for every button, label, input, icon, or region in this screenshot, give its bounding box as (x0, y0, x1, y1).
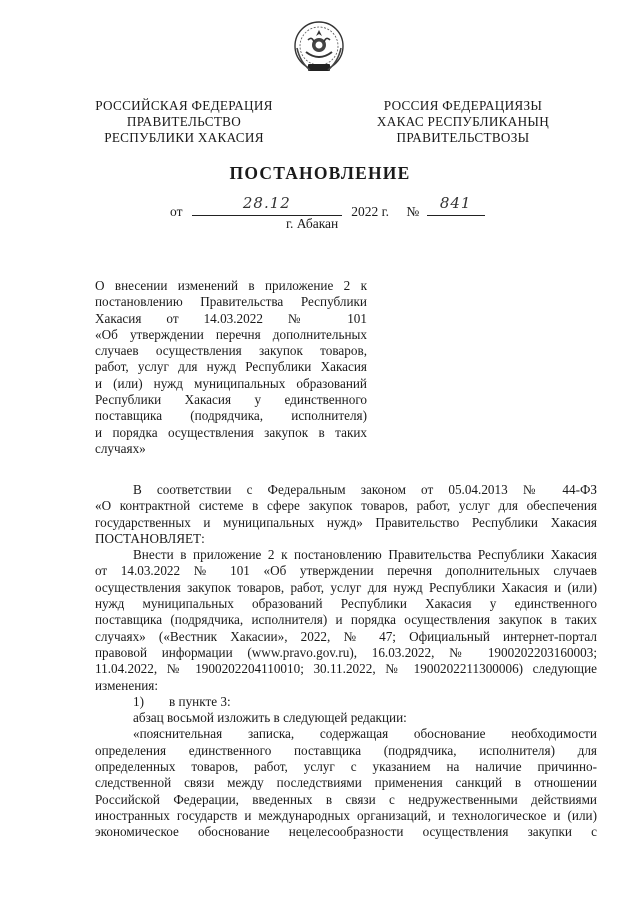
handwritten-number: 841 (439, 194, 472, 212)
paragraph-line: случаях» («Вестник Хакасии», 2022, № 47; Официальный интернет-портал (95, 628, 597, 644)
header-right-line: РОССИЯ ФЕДЕРАЦИЯЗЫ (383, 98, 543, 113)
quote-line: «пояснительная записка, содержащая обоснование необходимости (133, 726, 597, 742)
subject-line: работ, услуг для нужд Республики Хакасия (95, 359, 367, 375)
header-right-line: ХАКАС РЕСПУБЛИКАНЫҢ (376, 114, 550, 129)
list-item (95, 694, 597, 710)
document-title: ПОСТАНОВЛЕНИЕ (229, 163, 411, 183)
paragraph-line: правовой информации (www.pravo.gov.ru), 16.03.2022, № 1900202203160003; (95, 644, 597, 660)
subject-line: случаях» (95, 440, 146, 456)
header-left-line: РЕСПУБЛИКИ ХАКАСИЯ (104, 130, 264, 145)
preamble-line: государственных и муниципальных нужд» Правительство Республики Хакасия (95, 514, 597, 530)
subject-line: случаев осуществления закупок товаров, (95, 343, 367, 359)
subject-line: и (или) нужд муниципальных образований (95, 375, 367, 391)
subject-line: Хакасия от 14.03.2022 № 101 (95, 310, 367, 326)
preamble-line: В соответствии с Федеральным законом от 05.04.2013 № 44-ФЗ (133, 482, 597, 497)
paragraph-line: осуществления закупок товаров, работ, услуг для нужд Республики Хакасия и (или) (95, 579, 597, 595)
number-field (427, 194, 485, 216)
quote-line: следственной связи между последствиями применения санкций в отношении (95, 775, 597, 791)
subject-line: «Об утверждении перечня дополнительных (95, 326, 367, 342)
header-left-line: ПРАВИТЕЛЬСТВО (126, 114, 242, 129)
subject-block (95, 278, 367, 457)
preamble-line: «О контрактной системе в сфере закупок товаров, работ, услуг для обеспечения (95, 498, 597, 514)
date-prefix: от (170, 204, 183, 219)
document-body (95, 482, 597, 841)
paragraph-line: от 14.03.2022 № 101 «Об утверждении перечня дополнительных случаев (95, 563, 597, 579)
date-field (192, 194, 342, 216)
subject-line: О внесении изменений в приложение 2 к (95, 278, 367, 293)
number-label: № (406, 204, 420, 219)
subject-line: и порядка осуществления закупок в таких (95, 424, 367, 440)
subject-line: постановлению Правительства Республики (95, 294, 367, 310)
header-left-block (84, 98, 284, 146)
sub-item-line: абзац восьмой изложить в следующей редакции: (133, 710, 407, 726)
paragraph-line: поставщика (подрядчика, исполнителя) и порядка осуществления закупок в таких (95, 612, 597, 628)
quote-line: определения единственного поставщика (подрядчика, исполнителя) для (95, 742, 597, 758)
subject-line: поставщика (подрядчика, исполнителя) (95, 408, 367, 424)
paragraph-line: 11.04.2022, № 1900202204110010; 30.11.2022, № 1900202211300006) следующие (95, 661, 597, 677)
quote-line: экономическое обоснование нецелесообразности осуществления закупки с (95, 824, 597, 840)
item-number: 1) (133, 693, 144, 709)
paragraph-line: нужд муниципальных образований Республики Хакасия у единственного (95, 596, 597, 612)
date-year: 2022 г. (351, 204, 389, 219)
preamble-line: ПОСТАНОВЛЯЕТ: (95, 530, 205, 546)
subject-line: Республики Хакасия у единственного (95, 392, 367, 408)
item-text: в пункте 3: (169, 693, 231, 709)
coat-of-arms-emblem (292, 18, 346, 80)
paragraph-line: Внести в приложение 2 к постановлению Правительства Республики Хакасия (133, 547, 597, 563)
quote-line: определенных товаров, работ, услуг с указанием на наличие причинно- (95, 759, 597, 775)
paragraph-line: изменения: (95, 677, 159, 693)
city: г. Абакан (286, 216, 339, 231)
handwritten-date: 28.12 (242, 194, 291, 212)
header-right-block (358, 98, 568, 146)
header-left-line: РОССИЙСКАЯ ФЕДЕРАЦИЯ (95, 98, 273, 113)
quote-line: Российской Федерации, введенных в связи с недружественными действиями (95, 791, 597, 807)
quote-line: иностранных государств и международных организаций, и технологическое и (или) (95, 807, 597, 823)
header-right-line: ПРАВИТЕЛЬСТВОЗЫ (396, 130, 530, 145)
